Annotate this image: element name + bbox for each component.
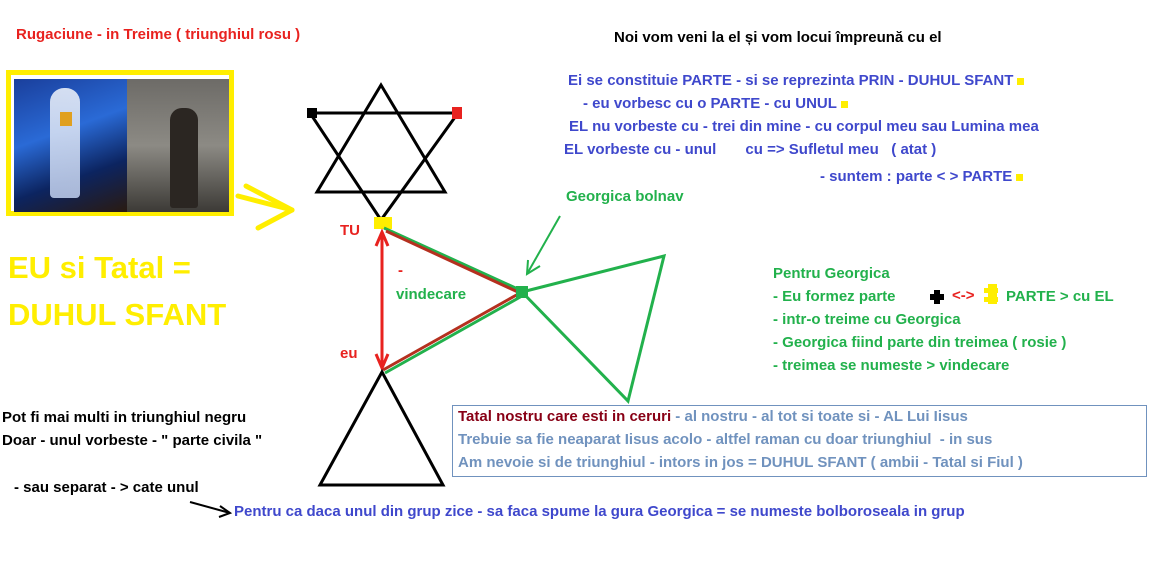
- georgica-line1a: - Eu formez parte: [773, 288, 896, 305]
- box-line-1b: - al nostru - al tot si toate si - AL Lui Iisus: [671, 408, 968, 425]
- big-text-line2: DUHUL SFANT: [8, 297, 227, 332]
- yellow-square-icon: [1016, 174, 1023, 181]
- georgica-line1b: PARTE > cu EL: [1006, 288, 1114, 305]
- right-line-5: - suntem : parte < > PARTE: [820, 168, 1023, 185]
- georgica-line3: - Georgica fiind parte din treimea ( rosie ): [773, 334, 1067, 351]
- box-line-3: Am nevoie si de triunghiul - intors in jos = DUHUL SFANT ( ambii - Tatal si Fiul ): [458, 454, 1023, 471]
- star-of-david: [310, 85, 458, 220]
- vindecare-label: vindecare: [396, 286, 467, 303]
- dash-label: -: [398, 262, 403, 279]
- left-line-2: Doar - unul vorbeste - " parte civila ": [2, 432, 263, 449]
- black-cross-icon: [930, 290, 944, 304]
- bottom-line: Pentru ca daca unul din grup zice - sa faca spume la gura Georgica = se numeste bolboroseala in grup: [234, 503, 965, 520]
- right-line-4: EL vorbeste cu - unul cu => Sufletul meu ( atat ): [564, 141, 937, 158]
- box-line-1a: Tatal nostru care esti in ceruri: [458, 408, 672, 425]
- yellow-arrow: [238, 186, 292, 228]
- quote-text: Noi vom veni la el și vom locui împreună cu el: [614, 29, 942, 46]
- left-line-3: - sau separat - > cate unul: [14, 479, 199, 496]
- tu-node: [374, 217, 392, 229]
- star-left-marker: [307, 108, 317, 118]
- georgica-node: [516, 286, 528, 298]
- star-right-marker: [452, 107, 462, 119]
- green-pointer-arrow: [527, 216, 560, 274]
- yellow-square-icon: [841, 101, 848, 108]
- lower-triangle: [320, 372, 443, 485]
- right-line-3: EL nu vorbeste cu - trei din mine - cu corpul meu sau Lumina mea: [569, 118, 1039, 135]
- tu-label: TU: [340, 222, 360, 239]
- right-line-2: - eu vorbesc cu o PARTE - cu UNUL: [583, 95, 848, 112]
- georgica-bolnav-label: Georgica bolnav: [566, 188, 684, 205]
- box-line-1: [458, 408, 968, 425]
- eu-label: eu: [340, 345, 358, 362]
- page-title: Rugaciune - in Treime ( triunghiul rosu ): [16, 26, 301, 43]
- box-line-2: Trebuie sa fie neaparat Iisus acolo - altfel raman cu doar triunghiul - in sus: [458, 431, 993, 448]
- georgica-line4: - treimea se numeste > vindecare: [773, 357, 1010, 374]
- green-triangle: [522, 256, 664, 401]
- yellow-square-icon: [1017, 78, 1024, 85]
- georgica-heading: Pentru Georgica: [773, 265, 890, 282]
- right-line-1: Ei se constituie PARTE - si se reprezinta PRIN - DUHUL SFANT: [568, 72, 1024, 89]
- big-text-line1: EU si Tatal =: [8, 250, 191, 285]
- yellow-cross-icon: [984, 284, 998, 304]
- black-pointer-arrow: [190, 502, 230, 517]
- georgica-line2: - intr-o treime cu Georgica: [773, 311, 961, 328]
- left-line-1: Pot fi mai multi in triunghiul negru: [2, 409, 247, 426]
- georgica-line1-arrow: <->: [952, 287, 975, 304]
